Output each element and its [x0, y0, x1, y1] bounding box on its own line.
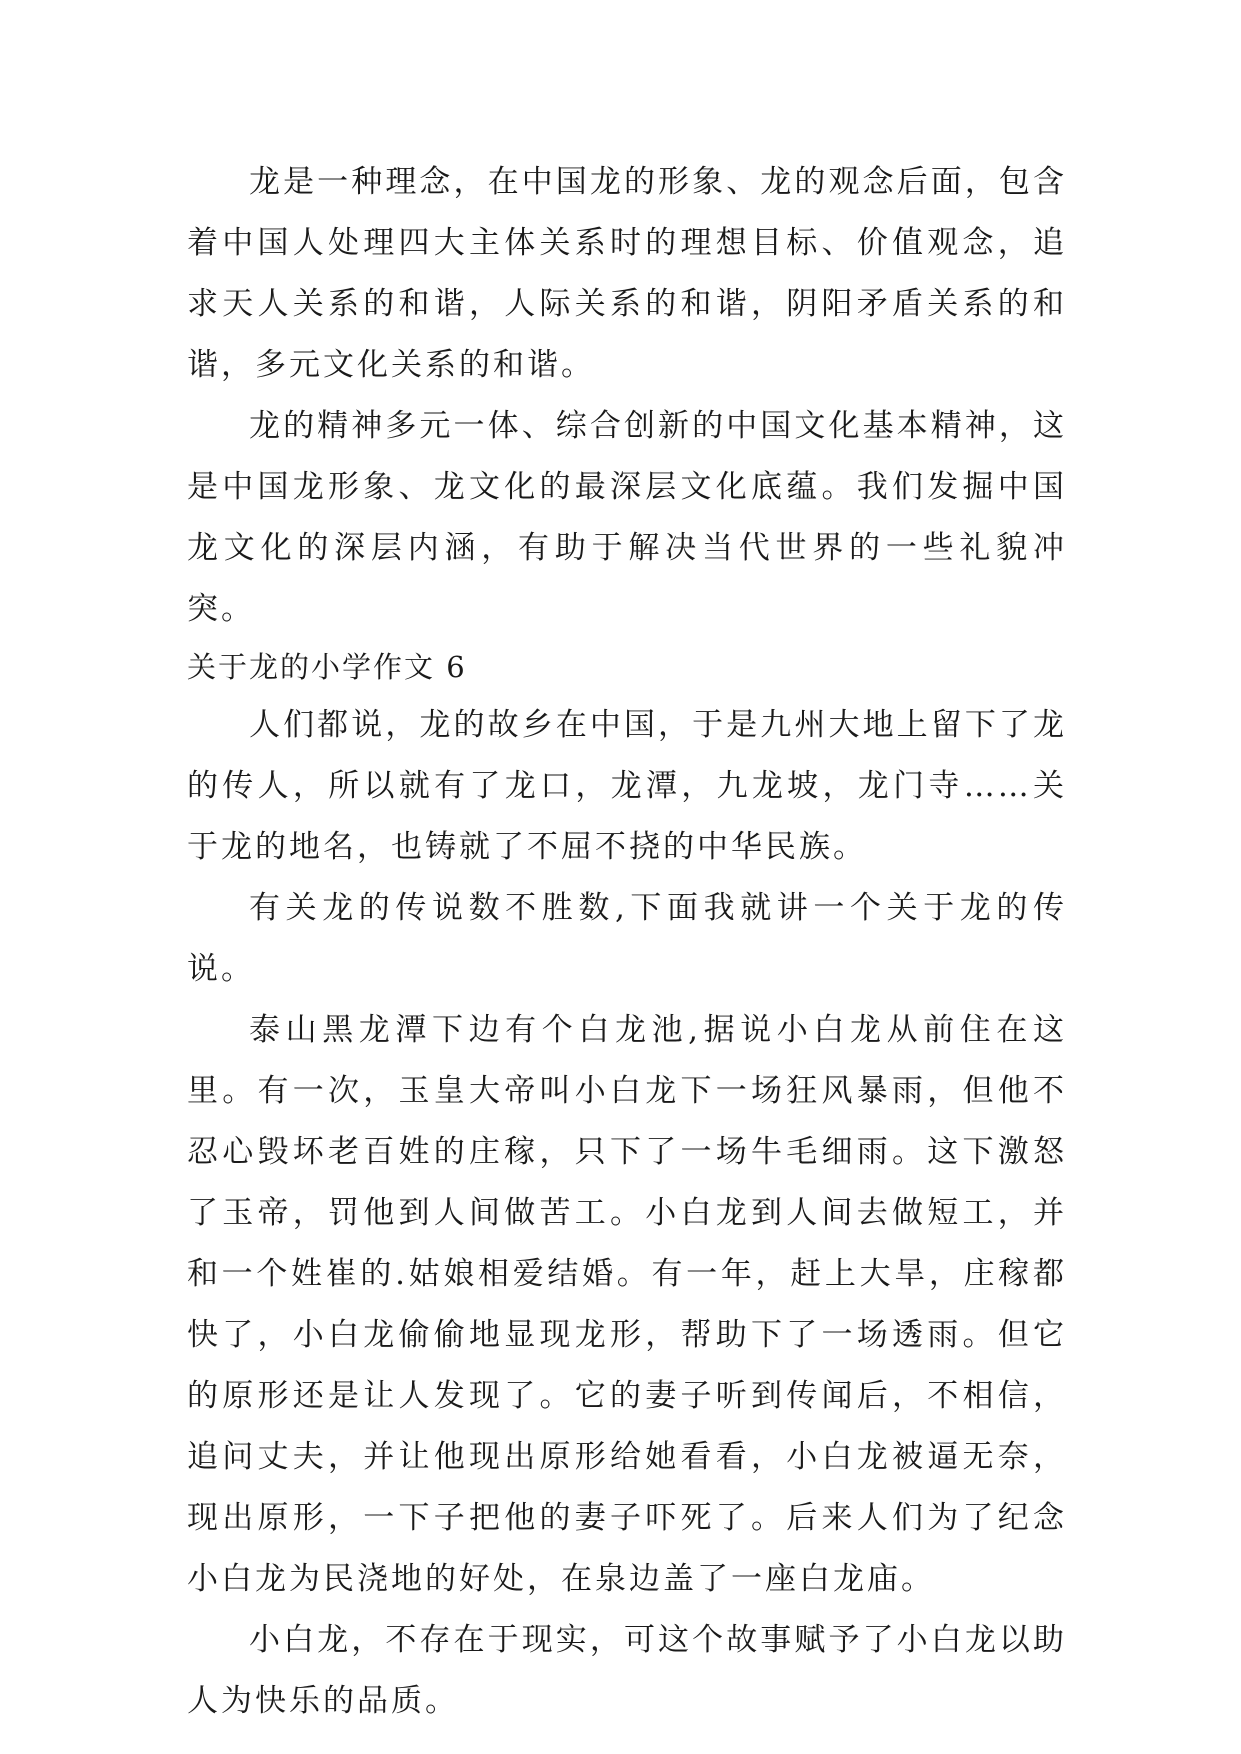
- paragraph: 龙的精神多元一体、综合创新的中国文化基本精神，这是中国龙形象、龙文化的最深层文化底蕴。我们发掘中国龙文化的深层内涵，有助于解决当代世界的一些礼貌冲突。: [187, 408, 1067, 627]
- paragraph: 龙是一种理念，在中国龙的形象、龙的观念后面，包含着中国人处理四大主体关系时的理想目标、价值观念，追求天人关系的和谐，人际关系的和谐，阴阳矛盾关系的和谐，多元文化关系的和谐。: [187, 164, 1067, 383]
- document-body: [187, 152, 1067, 1732]
- section-title: 关于龙的小学作文 6: [187, 650, 467, 684]
- paragraph: 人们都说，龙的故乡在中国，于是九州大地上留下了龙的传人，所以就有了龙口，龙潭，九龙坡，龙门寺……关于龙的地名，也铸就了不屈不挠的中华民族。: [187, 707, 1067, 865]
- paragraph: 小白龙，不存在于现实，可这个故事赋予了小白龙以助人为快乐的品质。: [187, 1622, 1067, 1719]
- paragraph: 泰山黑龙潭下边有个白龙池,据说小白龙从前住在这里。有一次，玉皇大帝叫小白龙下一场狂风暴雨，但他不忍心毁坏老百姓的庄稼，只下了一场牛毛细雨。这下激怒了玉帝，罚他到人间做苦工。小白龙到人间去做短工，并和一个姓崔的.姑娘相爱结婚。有一年，赶上大旱，庄稼都快了，小白龙偷偷地显现龙形，帮助下了一场透雨。但它的原形还是让人发现了。它的妻子听到传闻后，不相信，追问丈夫，并让他现出原形给她看看，小白龙被逼无奈，现出原形，一下子把他的妻子吓死了。后来人们为了纪念小白龙为民浇地的好处，在泉边盖了一座白龙庙。: [187, 1012, 1067, 1597]
- paragraph: 有关龙的传说数不胜数,下面我就讲一个关于龙的传说。: [187, 890, 1067, 987]
